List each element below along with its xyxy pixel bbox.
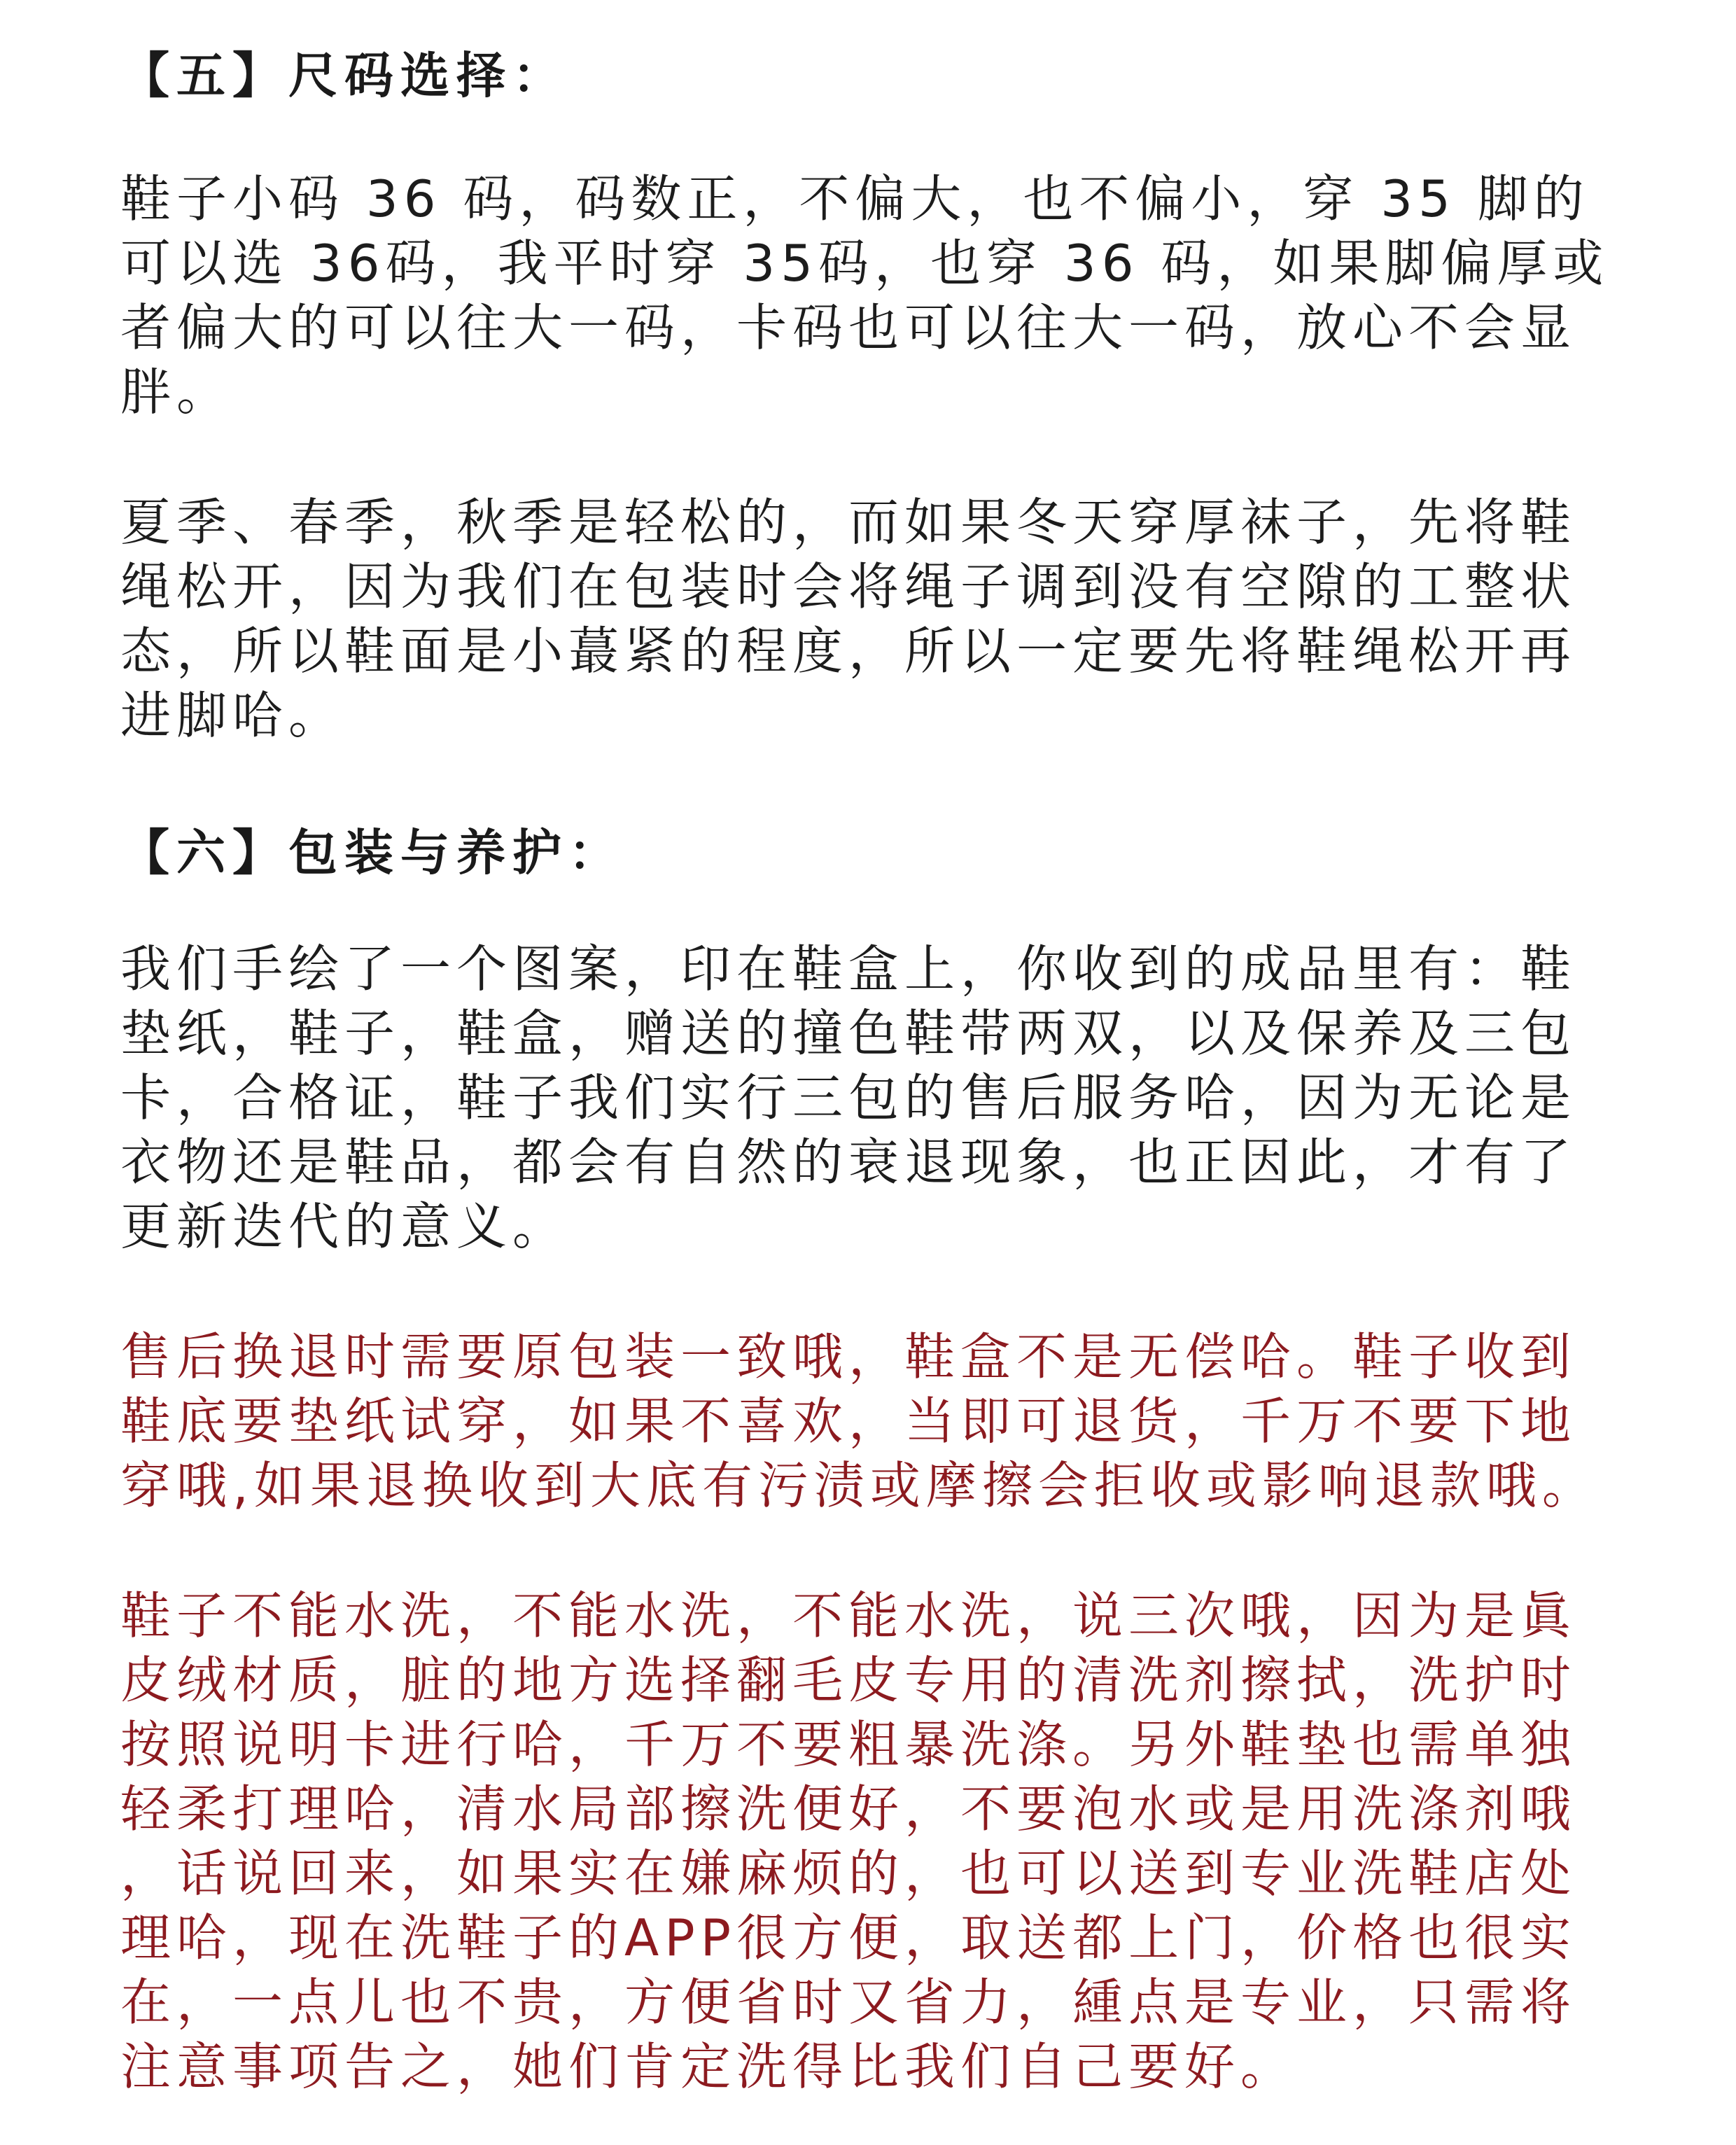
text-line: 衣物还是鞋品，都会有自然的衰退现象，也正因此，才有了: [120, 1133, 1577, 1192]
text-line: 我们手绘了一个图案，印在鞋盒上，你收到的成品里有：鞋: [120, 939, 1577, 998]
text-line: 皮绒材质，脏的地方选择翻毛皮专用的清洗剂擦拭，洗护时: [120, 1651, 1577, 1710]
section-heading-size: 【五】尺码选择：: [120, 47, 568, 104]
return-policy-paragraph: [120, 1325, 1598, 1518]
text-line: 更新迭代的意义。: [120, 1197, 569, 1256]
text-line: 态，所以鞋面是小蕞紧的程度，所以一定要先将鞋绳松开再: [120, 622, 1577, 680]
text-line: 可以选 36码，我平时穿 35码，也穿 36 码，如果脚偏厚或: [120, 234, 1609, 293]
text-line: 售后换退时需要原包装一致哦，鞋盒不是无偿哈。鞋子收到: [120, 1327, 1577, 1386]
packaging-paragraph: [120, 937, 1590, 1259]
text-line: 注意事项告之，她们肯定洗得比我们自己要好。: [120, 2037, 1297, 2096]
text-line: 垫纸，鞋子，鞋盒，赠送的撞色鞋带两双，以及保养及三包: [120, 1004, 1577, 1063]
text-line: 鞋子不能水洗，不能水洗，不能水洗，说三次哦，因为是眞: [120, 1586, 1577, 1645]
section-heading-packaging: 【六】包装与养护：: [120, 824, 624, 881]
text-line: 绳松开，因为我们在包装时会将绳子调到没有空隙的工整状: [120, 557, 1577, 616]
care-instructions-paragraph: [120, 1584, 1590, 2099]
text-line: 轻柔打理哈，清水局部擦洗便好，不要泡水或是用洗涤剂哦: [120, 1780, 1577, 1838]
text-line: 卡，合格证，鞋子我们实行三包的售后服务哈，因为无论是: [120, 1068, 1577, 1127]
text-line: 穿哦,如果退换收到大底有污渍或摩擦会拒收或影响退款哦。: [120, 1456, 1598, 1515]
text-line: 夏季、春季，秋季是轻松的，而如果冬天穿厚袜子，先将鞋: [120, 493, 1577, 552]
text-line: 者偏大的可以往大一码，卡码也可以往大一码，放心不会显: [120, 298, 1577, 357]
text-line: 理哈，现在洗鞋子的APP很方便，取送都上门，价格也很实: [120, 1908, 1577, 1967]
text-line: 按照说明卡进行哈，千万不要粗暴洗涤。另外鞋垫也需单独: [120, 1715, 1577, 1774]
text-line: ，话说回来，如果实在嫌麻烦的，也可以送到专业洗鞋店处: [120, 1844, 1577, 1903]
text-line: 在，一点儿也不贵，方便省时又省力，緟点是专业，只需将: [120, 1973, 1577, 2032]
size-paragraph-1: [120, 167, 1609, 424]
text-line: 进脚哈。: [120, 686, 345, 745]
size-paragraph-2: [120, 490, 1590, 748]
text-line: 鞋子小码 36 码，码数正，不偏大，也不偏小，穿 35 脚的: [120, 169, 1590, 228]
text-line: 胖。: [120, 363, 233, 421]
text-line: 鞋底要垫纸试穿，如果不喜欢，当即可退货，千万不要下地: [120, 1392, 1577, 1451]
